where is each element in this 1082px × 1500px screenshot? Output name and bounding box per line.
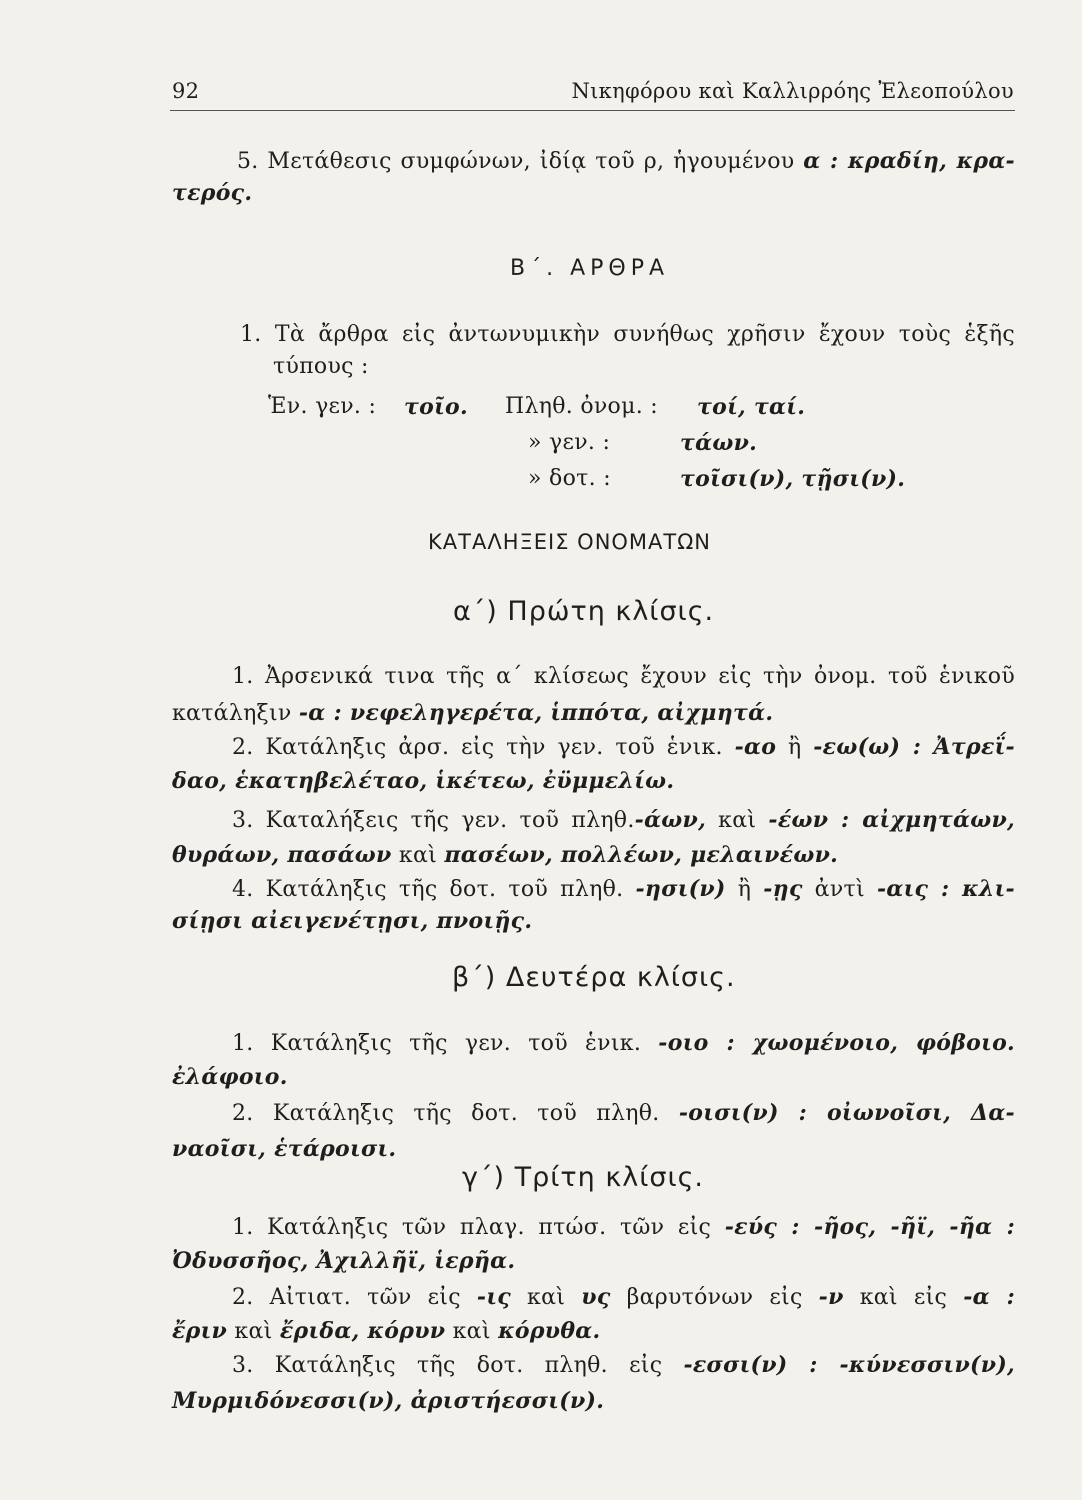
third-decl-line-3: 2. Αἰτιατ. τῶν εἰς -ις καὶ υς βαρυτόνων εἰς -ν καὶ εἰς -α : [232,1284,1016,1310]
first-decl-line-8: σίῃσι αἰειγενέτῃσι, πνοιῇς. [172,908,533,934]
first-decl-line-3: 2. Κατάληξις ἀρσ. εἰς τὴν γεν. τοῦ ἑνικ. -αο ἢ -εω(ω) : Ἀτρεΐ- [232,734,1015,760]
plural-dat-label: » δοτ. : [528,466,611,491]
articles-para-line-2: τύπους : [273,354,369,379]
running-title: Νικηφόρου καὶ Καλλιρρόης Ἐλεοπούλου [571,79,1014,103]
first-decl-line-7: 4. Κατάληξις τῆς δοτ. τοῦ πληθ. -ησι(ν) ἢ -ῃς ἀντὶ -αις : κλι- [232,876,1015,902]
first-decl-line-1: 1. Ἀρσενικά τινα τῆς α΄ κλίσεως ἔχουν εἰς τὴν ὀνομ. τοῦ ἑνικοῦ [232,664,1015,689]
item-5-line-1: 5. Μετάθεσις συμφώνων, ἰδίᾳ τοῦ ρ, ἡγουμένου α : κραδίη, κρα- [237,148,1015,174]
articles-heading: Β΄. ΑΡΘΡΑ [510,256,670,281]
first-decl-line-5: 3. Καταλήξεις τῆς γεν. τοῦ πληθ.-άων, καὶ -έων : αἰχμητάων, [232,807,1015,833]
third-decl-line-1: 1. Κατάληξις τῶν πλαγ. πτώσ. τῶν εἰς -εύς : -ῆος, -ῆϊ, -ῆα : [232,1214,1015,1240]
second-decl-line-2: ἐλάφοιο. [172,1064,288,1090]
second-decl-line-4: ναοῖσι, ἑτάροισι. [172,1136,397,1162]
first-decl-line-4: δαο, ἑκατηβελέταο, ἱκέτεω, ἐϋμμελίω. [172,768,675,794]
second-declension-heading: β΄) Δευτέρα κλίσις. [452,962,736,993]
plural-gen-label: » γεν. : [528,430,611,455]
second-decl-line-1: 1. Κατάληξις τῆς γεν. τοῦ ἑνικ. -οιο : χωομένοιο, φόβοιο. [232,1030,1015,1056]
plural-nom-label: Πληθ. ὀνομ. : [505,394,659,419]
endings-heading: ΚΑΤΑΛΗΞΕΙΣ ΟΝΟΜΑΤΩΝ [428,530,711,554]
header-rule [170,110,1015,111]
singular-form: τοῖο. [404,394,468,420]
articles-para-line-1: 1. Τὰ ἄρθρα εἰς ἀντωνυμικὴν συνήθως χρῆσιν ἔχουν τοὺς ἑξῆς [240,322,1015,347]
third-declension-heading: γ΄) Τρίτη κλίσις. [462,1162,705,1193]
plural-gen-form: τάων. [680,430,758,456]
page-number: 92 [172,79,200,103]
singular-label: Ἑν. γεν. : [268,394,377,419]
first-decl-line-6: θυράων, πασάων καὶ πασέων, πολλέων, μελαινέων. [172,842,839,868]
plural-nom-form: τοί, ταί. [697,394,806,420]
third-decl-line-2: Ὀδυσσῆος, Ἀχιλλῆϊ, ἱερῆα. [172,1248,516,1274]
second-decl-line-3: 2. Κατάληξις τῆς δοτ. τοῦ πληθ. -οισι(ν) : οἰωνοῖσι, Δα- [232,1100,1015,1126]
first-declension-heading: α΄) Πρώτη κλίσις. [453,596,715,627]
third-decl-line-5: 3. Κατάληξις τῆς δοτ. πληθ. εἰς -εσσι(ν) : -κύνεσσιν(ν), [232,1352,1015,1378]
item-5-line-2: τερός. [172,180,253,206]
plural-dat-form: τοῖσι(ν), τῇσι(ν). [680,466,906,492]
third-decl-line-4: ἔριν καὶ ἔριδα, κόρυν καὶ κόρυθα. [172,1318,601,1344]
first-decl-line-2: κατάληξιν -α : νεφεληγερέτα, ἱππότα, αἰχμητά. [172,700,774,726]
third-decl-line-6: Μυρμιδόνεσσι(ν), ἀριστήεσσι(ν). [172,1388,605,1414]
